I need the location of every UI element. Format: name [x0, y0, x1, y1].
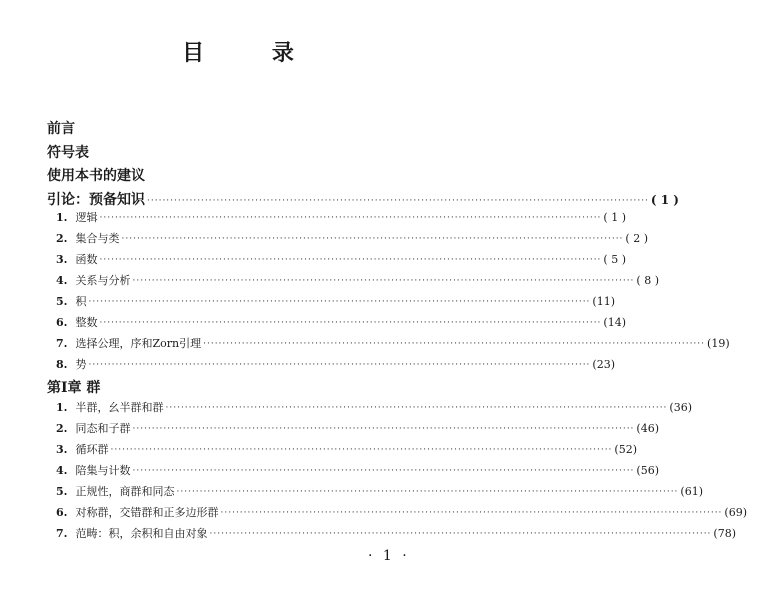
- dot-leader: ··································································································································: [209, 529, 712, 539]
- dot-leader: ··································································································································: [165, 403, 668, 413]
- section-page: (19): [707, 337, 730, 350]
- section-number: 3.: [56, 443, 68, 456]
- section-title: 势: [75, 358, 87, 371]
- dot-leader: ··································································································································: [88, 360, 591, 370]
- section-number: 2.: [56, 232, 68, 245]
- section-number: 7.: [56, 337, 68, 350]
- section-number: 3.: [56, 253, 68, 266]
- section-page: (14): [603, 316, 627, 329]
- toc-entry: [0, 251, 626, 267]
- section-title: 集合与类: [75, 232, 120, 245]
- front-matter-preface: 前言: [47, 121, 75, 137]
- dot-leader: ··································································································································: [220, 508, 723, 518]
- toc-entry: [0, 441, 638, 457]
- toc-entry: [0, 335, 730, 351]
- dot-leader: ··································································································································: [132, 276, 635, 286]
- dot-leader: ··································································································································: [176, 487, 679, 497]
- page-number: · 1 ·: [368, 548, 410, 564]
- section-number: 1.: [56, 211, 68, 224]
- toc-entry: [0, 230, 648, 246]
- section-page: (46): [636, 422, 660, 435]
- section-page: (23): [592, 358, 616, 371]
- chapter-intro-page: ( 1 ): [650, 193, 679, 207]
- toc-entry: [0, 314, 627, 330]
- section-page: (69): [724, 506, 748, 519]
- dot-leader: ··································································································································: [88, 297, 591, 307]
- section-title: 逻辑: [75, 211, 98, 224]
- front-matter-suggestions: 使用本书的建议: [47, 168, 145, 184]
- section-page: ( 8 ): [636, 274, 659, 287]
- section-title: 陪集与计数: [75, 464, 131, 477]
- front-matter-symbols: 符号表: [47, 145, 89, 161]
- toc-entry: [0, 356, 616, 372]
- chapter-intro-title: 引论：预备知识: [47, 192, 145, 208]
- chapter-1-title: 第I章 群: [47, 380, 101, 396]
- section-number: 4.: [56, 464, 68, 477]
- section-title: 范畴：积，余积和自由对象: [75, 527, 208, 540]
- toc-entry: [0, 209, 626, 225]
- section-title: 选择公理，序和Zorn引理: [75, 337, 202, 350]
- section-number: 2.: [56, 422, 68, 435]
- section-title: 循环群: [75, 443, 109, 456]
- toc-entry: [0, 525, 737, 541]
- dot-leader: ··································································································································: [203, 339, 706, 349]
- toc-entry: [0, 462, 660, 478]
- section-page: (78): [713, 527, 737, 540]
- section-number: 4.: [56, 274, 68, 287]
- section-page: (56): [636, 464, 660, 477]
- section-title: 整数: [75, 316, 98, 329]
- section-title: 积: [75, 295, 87, 308]
- dot-leader: ··································································································································: [99, 255, 602, 265]
- toc-entry: [0, 504, 748, 520]
- section-page: ( 2 ): [625, 232, 648, 245]
- section-title: 正规性，商群和同态: [75, 485, 175, 498]
- chapter-intro: [0, 189, 679, 209]
- dot-leader: ··································································································································: [132, 424, 635, 434]
- toc-entry: [0, 483, 704, 499]
- section-page: (11): [592, 295, 616, 308]
- section-number: 6.: [56, 506, 68, 519]
- section-number: 1.: [56, 401, 68, 414]
- toc-entry: [0, 272, 659, 288]
- dot-leader: ··································································································································: [147, 196, 649, 206]
- section-number: 6.: [56, 316, 68, 329]
- dot-leader: ··································································································································: [121, 234, 624, 244]
- toc-entry: [0, 293, 616, 309]
- toc-entry: [0, 399, 693, 415]
- section-number: 8.: [56, 358, 68, 371]
- section-title: 对称群，交错群和正多边形群: [75, 506, 219, 519]
- section-title: 半群，幺半群和群: [75, 401, 164, 414]
- section-title: 函数: [75, 253, 98, 266]
- dot-leader: ··································································································································: [99, 213, 602, 223]
- section-page: (36): [669, 401, 693, 414]
- section-number: 5.: [56, 295, 68, 308]
- section-number: 7.: [56, 527, 68, 540]
- toc-entry: [0, 420, 660, 436]
- section-title: 同态和子群: [75, 422, 131, 435]
- section-page: ( 1 ): [603, 211, 626, 224]
- section-page: ( 5 ): [603, 253, 626, 266]
- section-page: (61): [680, 485, 704, 498]
- page-title: 目 录: [182, 40, 324, 66]
- dot-leader: ··································································································································: [110, 445, 613, 455]
- dot-leader: ··································································································································: [132, 466, 635, 476]
- dot-leader: ··································································································································: [99, 318, 602, 328]
- section-page: (52): [614, 443, 638, 456]
- section-title: 关系与分析: [75, 274, 131, 287]
- section-number: 5.: [56, 485, 68, 498]
- chapter-1: [0, 377, 478, 397]
